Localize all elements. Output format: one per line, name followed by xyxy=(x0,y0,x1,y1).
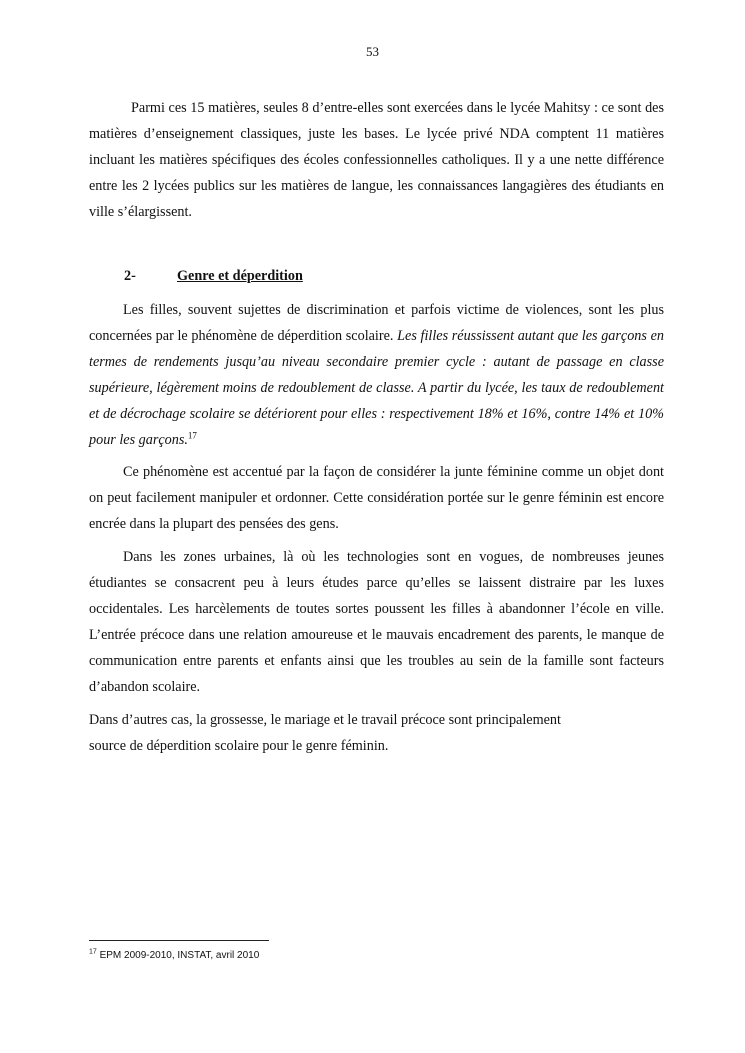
footnote-text: EPM 2009-2010, INSTAT, avril 2010 xyxy=(96,950,260,961)
footnote xyxy=(89,949,259,963)
paragraph-genre xyxy=(89,297,664,453)
paragraph-zones-urbaines: Dans les zones urbaines, là où les technologies sont en vogues, de nombreuses jeunes étudiantes se consacrent peu à leurs études parce qu’elles se laissent distraire par les luxes occidentales. Les harcèlements de toutes sortes poussent les filles à abandonner l’école en ville. L’entrée précoce dans une relation amoureuse et le mauvais encadrement des parents, le manque de communication entre parents et enfants ainsi que les troubles au sein de la famille sont facteurs d’abandon scolaire. xyxy=(89,549,664,695)
paragraph-genre-text: Les filles, souvent sujettes de discrimination et parfois victime de violences, sont les plus concernées par le phénomène de déperdition scolaire. xyxy=(89,302,664,344)
paragraph-phenomene: Ce phénomène est accentué par la façon de considérer la junte féminine comme un objet dont on peut facilement manipuler et ordonner. Cette considération portée sur le genre féminin est encore encrée dans la plupart des pensées des gens. xyxy=(89,464,664,532)
paragraph-genre-quote: Les filles réussissent autant que les garçons en termes de rendements jusqu’au niveau secondaire premier cycle : autant de passage en classe supérieure, légèrement moins de redoublement de classe. A partir du lycée, les taux de redoublement et de décrochage scolaire se détériorent pour elles : respectivement 18% et 16%, contre 14% et 10% pour les garçons. xyxy=(89,328,664,448)
paragraph-autres-cas xyxy=(89,707,649,759)
paragraph-matieres: Parmi ces 15 matières, seules 8 d’entre-elles sont exercées dans le lycée Mahitsy : ce sont des matières d’enseignement classiques, juste les bases. Le lycée privé NDA comptent 11 matières incluant les matières spécifiques des écoles confessionnelles catholiques. Il y a une nette différence entre les 2 lycées publics sur les matières de langue, les connaissances langagières des étudiants en ville s’élargissent. xyxy=(89,100,664,220)
section-title: Genre et déperdition xyxy=(177,268,303,284)
section-number: 2- xyxy=(124,268,136,284)
page-number: 53 xyxy=(366,44,379,59)
paragraph-autres-cas-line1: Dans d’autres cas, la grossesse, le mariage et le travail précoce sont principalement xyxy=(89,712,561,728)
footnote-reference[interactable]: 17 xyxy=(187,430,197,441)
section-heading xyxy=(124,265,303,287)
paragraph-autres-cas-line2: source de déperdition scolaire pour le genre féminin. xyxy=(89,738,389,754)
footnote-number: 17 xyxy=(89,948,97,956)
footnote-separator xyxy=(89,940,269,941)
